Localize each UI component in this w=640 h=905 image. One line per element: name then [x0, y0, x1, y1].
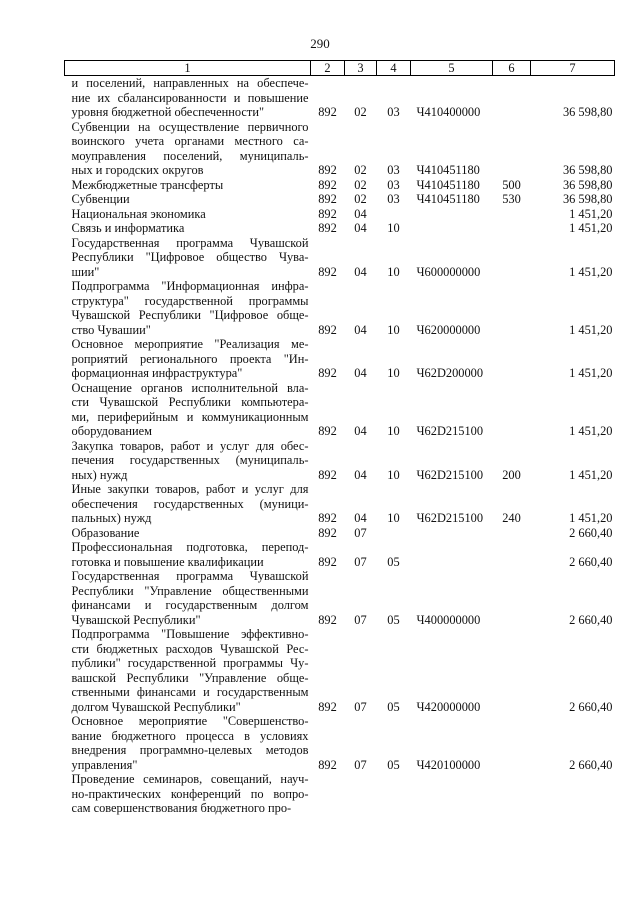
amount-cell: 36 598,80	[562, 192, 613, 206]
description-cell	[65, 76, 311, 120]
description-cell	[65, 236, 311, 280]
code-gr-cell: 892	[318, 221, 337, 235]
amount-cell: 2 660,40	[569, 757, 613, 772]
code-rz-cell	[345, 772, 377, 816]
amount-cell: 1 451,20	[569, 206, 613, 221]
code-gr-cell: 892	[318, 511, 337, 525]
code-cs-cell: Ч420000000	[416, 699, 481, 714]
code-gr-cell: 892	[318, 192, 337, 206]
description-line: Чувашской Республики"	[71, 612, 201, 627]
table-row	[65, 526, 615, 541]
code-gr-cell: 892	[318, 467, 337, 482]
description-cell	[65, 439, 311, 483]
code-cs-cell: Ч410400000	[416, 105, 481, 119]
description-line: Чувашской Республики "Цифровое обще-	[71, 308, 309, 322]
code-vr-cell	[493, 569, 531, 627]
code-rz-cell: 04	[354, 511, 367, 525]
description-line: вание бюджетного процесса в условиях	[71, 728, 309, 743]
code-cs-cell	[411, 207, 493, 222]
code-rz-cell: 04	[354, 221, 367, 235]
table-row	[65, 279, 615, 337]
amount-cell: 1 451,20	[569, 366, 613, 380]
code-gr-cell: 892	[318, 105, 337, 119]
amount-cell: 1 451,20	[569, 322, 613, 337]
code-pr-cell: 10	[387, 322, 400, 337]
code-rz-cell: 04	[354, 424, 367, 438]
description-line: Иные закупки товаров, работ и услуг для	[71, 482, 309, 496]
code-pr-cell: 10	[387, 467, 400, 482]
code-pr-cell: 10	[387, 221, 400, 235]
header-cell-7: 7	[531, 61, 615, 76]
table-row	[65, 221, 615, 236]
code-rz-cell: 02	[354, 177, 367, 192]
code-vr-cell	[493, 714, 531, 772]
description-line: ми, периферийным и коммуникационным	[71, 409, 309, 424]
description-line: управления"	[71, 757, 138, 772]
code-cs-cell: Ч420100000	[416, 757, 481, 772]
code-gr-cell: 892	[318, 699, 337, 714]
code-gr-cell: 892	[318, 163, 337, 177]
table-row	[65, 337, 615, 381]
description-line: роприятий регионального проекта "Ин-	[71, 351, 309, 366]
code-pr-cell: 10	[387, 511, 400, 525]
code-cs-cell: Ч62D215100	[416, 467, 484, 482]
budget-table	[64, 60, 615, 816]
code-vr-cell	[493, 627, 531, 714]
code-cs-cell: Ч410451180	[416, 163, 480, 177]
description-line: пальных) нужд	[71, 511, 152, 525]
code-cs-cell: Ч410451180	[416, 177, 480, 192]
header-cell-5: 5	[411, 61, 493, 76]
description-line: Профессиональная подготовка, перепод-	[71, 540, 309, 554]
table-row	[65, 178, 615, 193]
code-vr-cell	[493, 772, 531, 816]
code-vr-cell	[493, 221, 531, 236]
description-cell	[65, 772, 311, 816]
amount-cell: 36 598,80	[562, 177, 613, 192]
code-pr-cell: 10	[387, 366, 400, 380]
description-line: Закупка товаров, работ и услуг для обес-	[71, 438, 309, 453]
code-rz-cell: 07	[354, 612, 367, 627]
description-line: сти Чувашской Республики компьютера-	[71, 395, 309, 409]
amount-cell: 1 451,20	[569, 264, 613, 279]
table-row	[65, 381, 615, 439]
table-row	[65, 120, 615, 178]
description-line: формационная инфраструктура"	[71, 366, 243, 380]
code-rz-cell: 07	[354, 699, 367, 714]
description-line: публики" государственной программы Чу-	[71, 656, 309, 670]
code-rz-cell: 07	[354, 554, 367, 569]
description-line: Связь и информатика	[71, 221, 185, 235]
code-vr-cell	[493, 337, 531, 381]
table-row	[65, 482, 615, 526]
code-cs-cell	[411, 772, 493, 816]
amount-cell: 1 451,20	[569, 221, 613, 235]
code-vr-cell: 240	[502, 511, 521, 525]
description-line: Субвенции на осуществление первичного	[71, 119, 309, 134]
description-line: Основное мероприятие "Совершенство-	[71, 714, 309, 728]
description-line: Основное мероприятие "Реализация ме-	[71, 337, 309, 351]
code-vr-cell: 530	[502, 192, 521, 206]
description-cell	[65, 482, 311, 526]
description-cell	[65, 192, 311, 207]
description-line: сти бюджетных расходов Чувашской Рес-	[71, 641, 309, 656]
description-line: внедрения программно-целевых методов	[71, 743, 309, 757]
code-pr-cell: 10	[387, 424, 400, 438]
code-rz-cell: 04	[354, 264, 367, 279]
code-cs-cell	[411, 221, 493, 236]
code-cs-cell: Ч62D200000	[416, 366, 484, 380]
amount-cell: 2 660,40	[569, 612, 613, 627]
code-rz-cell: 04	[354, 322, 367, 337]
description-cell	[65, 569, 311, 627]
code-gr-cell: 892	[318, 757, 337, 772]
table-row	[65, 236, 615, 280]
description-line: долгом Чувашской Республики"	[71, 699, 241, 714]
code-rz-cell: 04	[354, 467, 367, 482]
code-pr-cell: 03	[387, 177, 400, 192]
description-cell	[65, 381, 311, 439]
code-gr-cell: 892	[318, 554, 337, 569]
code-rz-cell: 07	[354, 757, 367, 772]
code-gr-cell: 892	[318, 264, 337, 279]
description-line: ственными финансами и государственным	[71, 685, 309, 699]
description-line: шии"	[71, 264, 100, 279]
code-rz-cell: 02	[354, 105, 367, 119]
description-line: структура" государственной программы	[71, 293, 309, 308]
code-gr-cell: 892	[318, 424, 337, 438]
table-row	[65, 207, 615, 222]
code-vr-cell	[493, 207, 531, 222]
description-line: Национальная экономика	[71, 206, 206, 221]
code-pr-cell: 05	[387, 612, 400, 627]
description-line: вашской Республики "Управление обще-	[71, 670, 309, 685]
description-line: Государственная программа Чувашской	[71, 569, 309, 583]
code-vr-cell	[493, 279, 531, 337]
description-line: Республики "Цифровое общество Чува-	[71, 250, 309, 264]
description-line: Республики "Управление общественными	[71, 583, 309, 598]
table-row	[65, 540, 615, 569]
description-line: Подпрограмма "Информационная инфра-	[71, 279, 309, 293]
code-cs-cell: Ч62D215100	[416, 424, 484, 438]
code-pr-cell	[377, 772, 411, 816]
amount-cell: 2 660,40	[569, 525, 613, 540]
header-cell-1: 1	[65, 61, 311, 76]
code-vr-cell	[493, 120, 531, 178]
table-row	[65, 772, 615, 816]
description-line: но-практических конференций по вопро-	[71, 786, 309, 801]
description-cell	[65, 221, 311, 236]
description-cell	[65, 627, 311, 714]
header-cell-4: 4	[377, 61, 411, 76]
code-pr-cell: 10	[387, 264, 400, 279]
code-pr-cell	[377, 207, 411, 222]
description-line: Образование	[71, 525, 140, 540]
code-pr-cell: 05	[387, 757, 400, 772]
code-vr-cell: 200	[502, 467, 521, 482]
description-line: печения государственных (муниципаль-	[71, 453, 309, 467]
description-line: ние их сбалансированности и повышение	[71, 90, 309, 105]
description-cell	[65, 120, 311, 178]
amount-cell: 1 451,20	[569, 467, 613, 482]
header-cell-2: 2	[311, 61, 345, 76]
description-cell	[65, 526, 311, 541]
description-cell	[65, 714, 311, 772]
code-gr-cell	[311, 772, 345, 816]
header-cell-3: 3	[345, 61, 377, 76]
description-line: ных) нужд	[71, 467, 128, 482]
code-vr-cell	[493, 526, 531, 541]
code-cs-cell: Ч620000000	[416, 322, 481, 337]
description-line: ство Чувашии"	[71, 322, 151, 337]
description-line: сам совершенствования бюджетного про-	[71, 801, 292, 815]
amount-cell: 2 660,40	[569, 554, 613, 569]
amount-cell: 36 598,80	[562, 163, 613, 177]
table-row	[65, 439, 615, 483]
code-cs-cell: Ч600000000	[416, 264, 481, 279]
code-gr-cell: 892	[318, 366, 337, 380]
description-line: Государственная программа Чувашской	[71, 235, 309, 250]
description-line: готовка и повышение квалификации	[71, 554, 264, 569]
code-rz-cell: 02	[354, 192, 367, 206]
code-vr-cell	[493, 381, 531, 439]
code-rz-cell: 04	[354, 366, 367, 380]
code-vr-cell	[493, 540, 531, 569]
table-row	[65, 627, 615, 714]
description-line: Субвенции	[71, 192, 130, 206]
code-rz-cell: 04	[354, 206, 367, 221]
table-row	[65, 76, 615, 120]
amount-cell: 36 598,80	[562, 105, 613, 119]
description-line: Межбюджетные трансферты	[71, 177, 224, 192]
code-cs-cell	[411, 526, 493, 541]
code-rz-cell: 07	[354, 525, 367, 540]
code-pr-cell: 03	[387, 105, 400, 119]
code-pr-cell: 05	[387, 554, 400, 569]
code-pr-cell: 03	[387, 163, 400, 177]
description-line: и поселений, направленных на обеспече-	[71, 76, 309, 90]
page-number: 290	[310, 36, 330, 51]
code-gr-cell: 892	[318, 177, 337, 192]
description-line: Оснащение органов исполнительной вла-	[71, 380, 309, 395]
code-cs-cell: Ч62D215100	[416, 511, 484, 525]
description-line: ных и городских округов	[71, 163, 204, 177]
table-row	[65, 192, 615, 207]
header-cell-6: 6	[493, 61, 531, 76]
description-line: оборудованием	[71, 424, 152, 438]
code-pr-cell: 05	[387, 699, 400, 714]
table-row	[65, 714, 615, 772]
description-line: обеспечения государственных (муници-	[71, 496, 309, 511]
description-cell	[65, 540, 311, 569]
code-rz-cell: 02	[354, 163, 367, 177]
code-pr-cell	[377, 526, 411, 541]
amount-cell	[531, 772, 615, 816]
table-row	[65, 569, 615, 627]
description-line: Подпрограмма "Повышение эффективно-	[71, 627, 309, 641]
code-vr-cell: 500	[502, 177, 521, 192]
description-line: моуправления поселений, муниципаль-	[71, 148, 309, 163]
code-gr-cell: 892	[318, 612, 337, 627]
description-line: уровня бюджетной обеспеченности"	[71, 105, 265, 119]
code-cs-cell	[411, 540, 493, 569]
amount-cell: 2 660,40	[569, 699, 613, 714]
code-gr-cell: 892	[318, 206, 337, 221]
description-cell	[65, 279, 311, 337]
code-gr-cell: 892	[318, 525, 337, 540]
code-vr-cell	[493, 236, 531, 280]
amount-cell: 1 451,20	[569, 424, 613, 438]
code-cs-cell: Ч400000000	[416, 612, 481, 627]
description-line: финансами и государственным долгом	[71, 598, 309, 612]
code-vr-cell	[493, 76, 531, 120]
code-gr-cell: 892	[318, 322, 337, 337]
table-header-row	[65, 61, 615, 76]
description-cell	[65, 337, 311, 381]
description-cell	[65, 178, 311, 193]
code-pr-cell: 03	[387, 192, 400, 206]
amount-cell: 1 451,20	[569, 511, 613, 525]
description-line: воинского учета органами местного са-	[71, 134, 309, 148]
code-cs-cell: Ч410451180	[416, 192, 480, 206]
description-cell	[65, 207, 311, 222]
description-line: Проведение семинаров, совещаний, науч-	[71, 772, 309, 786]
